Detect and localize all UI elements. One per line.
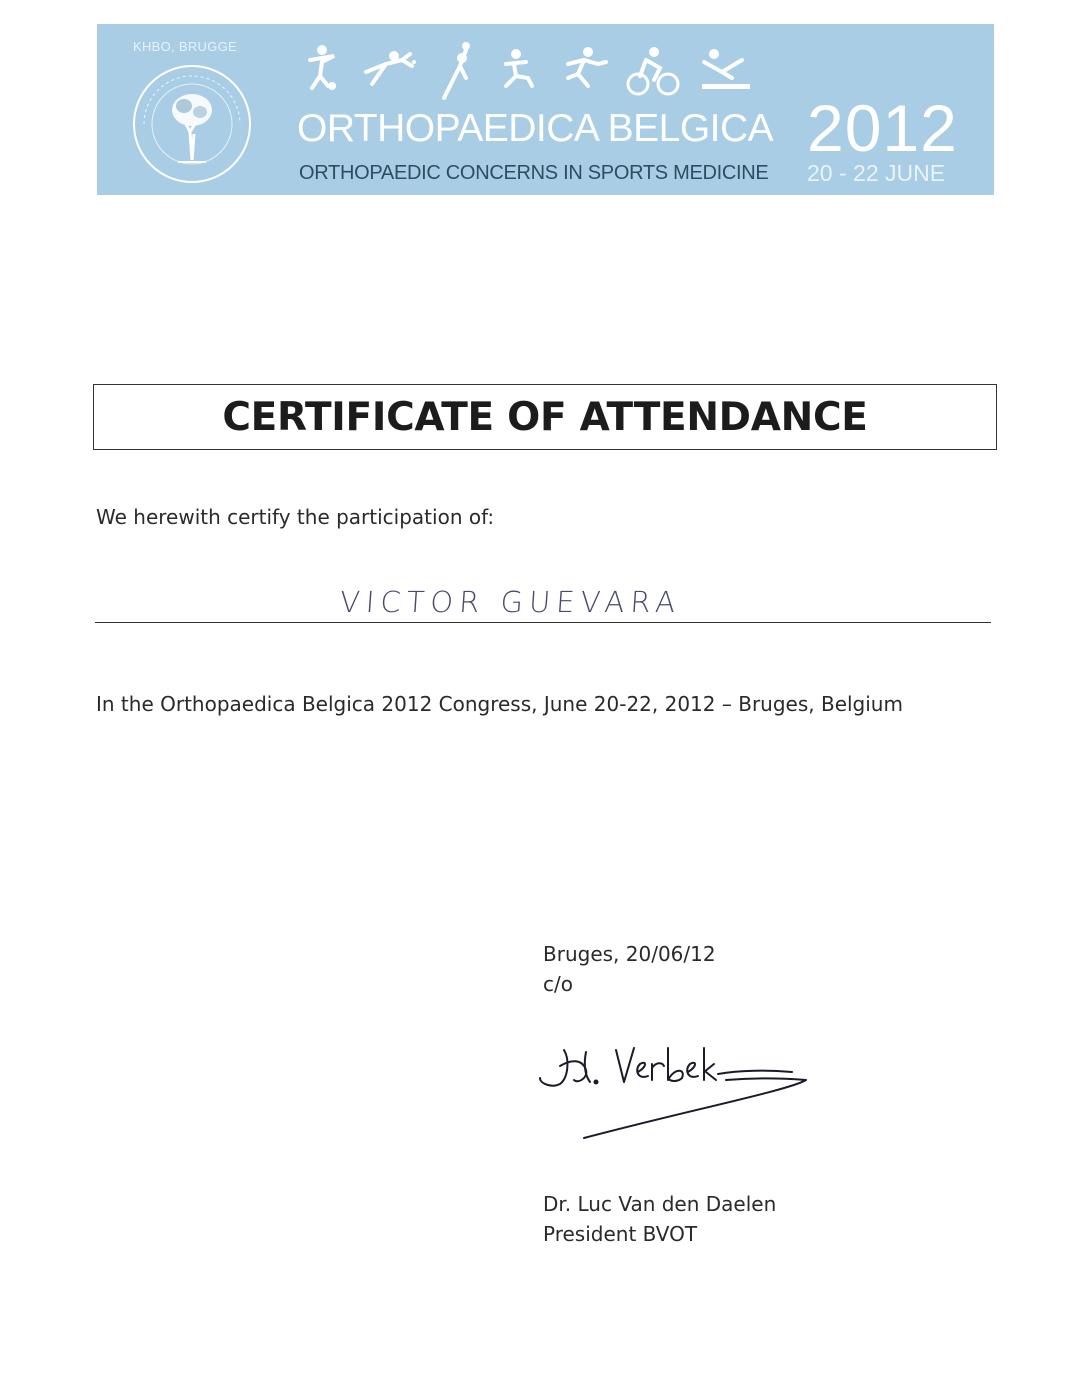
skier-icon bbox=[506, 49, 532, 86]
participant-name: VICTOR GUEVARA bbox=[338, 585, 683, 619]
signer-title: President BVOT bbox=[543, 1222, 698, 1246]
congress-title: ORTHOPAEDICA BELGICA bbox=[297, 107, 774, 150]
on-behalf-label: c/o bbox=[543, 972, 573, 996]
hurdler-icon bbox=[366, 51, 416, 84]
cyclist-icon bbox=[628, 47, 678, 94]
society-seal-logo bbox=[130, 62, 254, 186]
sport-icons-row bbox=[302, 42, 772, 102]
certify-statement: We herewith certify the participation of: bbox=[96, 505, 495, 529]
football-player-icon bbox=[310, 45, 336, 90]
runner-icon bbox=[568, 47, 606, 86]
place-and-date: Bruges, 20/06/12 bbox=[543, 942, 716, 966]
congress-subtitle: ORTHOPAEDIC CONCERNS IN SPORTS MEDICINE bbox=[299, 162, 769, 184]
signer-name: Dr. Luc Van den Daelen bbox=[543, 1192, 777, 1216]
handwritten-signature bbox=[530, 1030, 820, 1150]
certificate-title: CERTIFICATE OF ATTENDANCE bbox=[222, 394, 868, 440]
volleyball-player-icon bbox=[444, 42, 470, 98]
congress-dates: 20 - 22 JUNE bbox=[807, 160, 946, 186]
gymnast-icon bbox=[702, 49, 750, 89]
certificate-title-box bbox=[93, 384, 997, 450]
institution-label: KHBO, BRUGGE bbox=[133, 39, 238, 54]
event-description: In the Orthopaedica Belgica 2012 Congress, June 20-22, 2012 – Bruges, Belgium bbox=[96, 692, 903, 716]
name-underline bbox=[95, 622, 991, 623]
congress-year: 2012 bbox=[807, 91, 958, 165]
congress-banner bbox=[97, 24, 994, 195]
